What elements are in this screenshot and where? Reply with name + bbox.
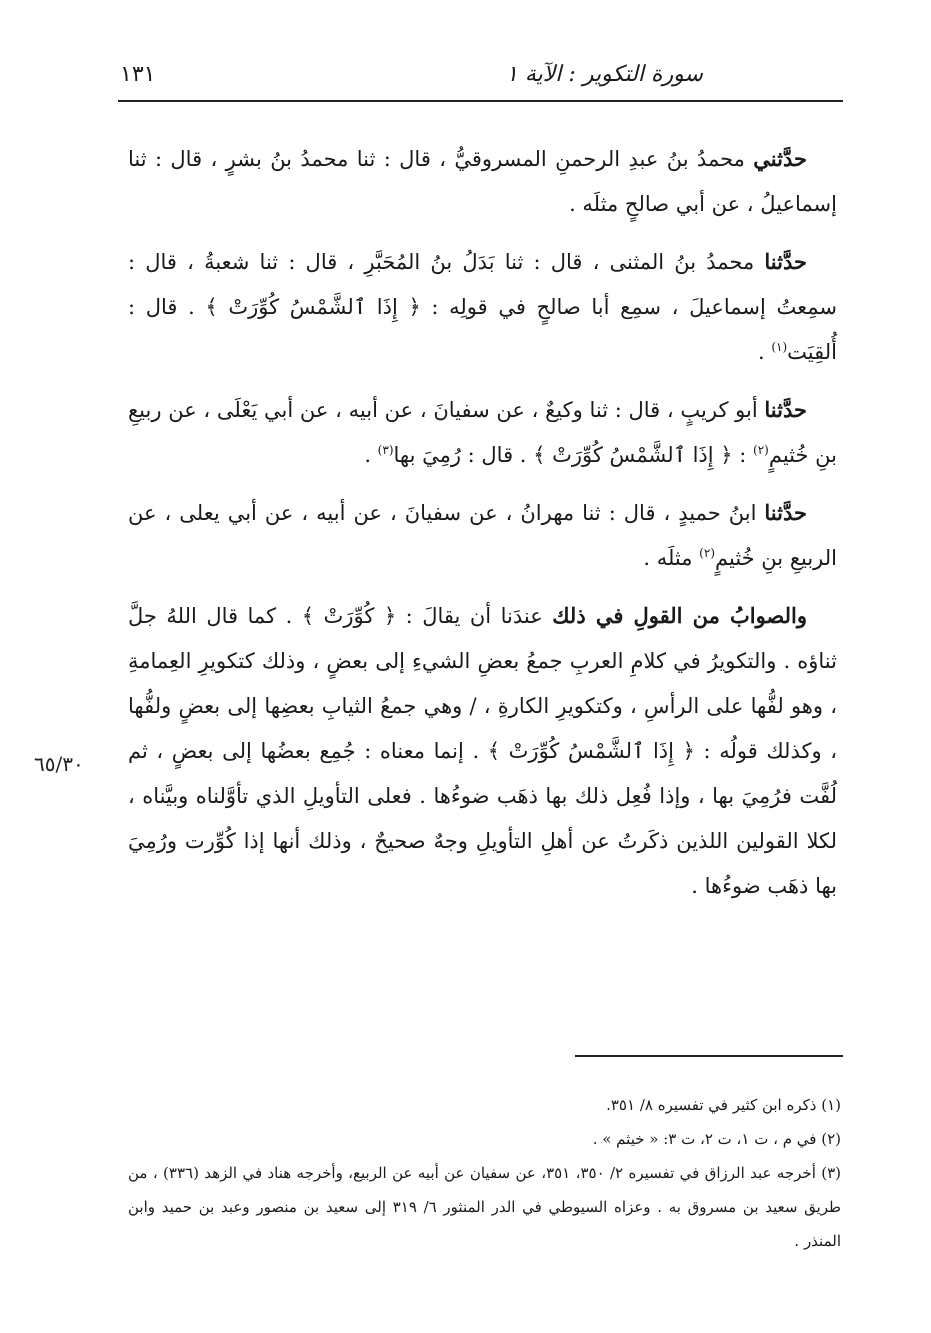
quran-quote: ﴿ إِذَا ٱلشَّمْسُ كُوِّرَتْ ﴾	[487, 739, 695, 763]
page-header	[120, 62, 843, 92]
paragraph-lead: والصوابُ من القولِ في ذلك	[552, 603, 808, 628]
paragraph-end: .	[757, 340, 772, 364]
footnote-rule	[575, 1055, 843, 1057]
main-text	[128, 136, 837, 909]
paragraph-lead: حدَّثنا	[764, 249, 807, 274]
footnote-2: (٢) في م ، ت ١، ت ٢، ت ٣: « خيثم » .	[592, 1130, 841, 1148]
paragraph-5	[128, 593, 837, 909]
paragraph-text: ابنُ حميدٍ ، قال : ثنا مهرانُ ، عن سفيانَ ، عن أبيه ، عن أبي يعلى ، عن الربيعِ بنِ خُثيمٍ	[128, 501, 837, 570]
header-rule	[118, 100, 843, 102]
quran-quote: ﴿ إِذَا ٱلشَّمْسُ كُوِّرَتْ ﴾	[533, 443, 733, 467]
quran-quote: ﴿ إِذَا ٱلشَّمْسُ كُوِّرَتْ ﴾	[205, 295, 421, 319]
paragraph-1	[128, 136, 837, 227]
paragraph-end: مثلَه .	[643, 546, 700, 570]
footnote-1: (١) ذكره ابن كثير في تفسيره ٨/ ٣٥١.	[606, 1096, 841, 1114]
paragraph-tail: . قال : رُمِيَ بها	[393, 443, 534, 467]
footnote-ref: (١)	[771, 340, 788, 354]
footnotes	[128, 1088, 841, 1258]
paragraph-text: محمدُ بنُ المثنى ، قال : ثنا بَدَلُ بنُ المُحَبَّرِ ، قال : ثنا شعبةُ ، قال : سمِعتُ إسماعيلَ ، سمِع أبا صالحٍ في قولِه :	[128, 250, 837, 319]
footnote-ref: (٢)	[699, 546, 715, 560]
footnote-ref: (٢)	[753, 443, 769, 457]
page-number: ١٣١	[120, 62, 156, 87]
paragraph-3	[128, 387, 837, 478]
paragraph-text: أبو كريبٍ ، قال : ثنا وكيعٌ ، عن سفيانَ ، عن أبيه ، عن أبي يَعْلَى ، عن ربيعِ بنِ خُثيمٍ	[128, 398, 837, 467]
footnote-ref: (٣)	[377, 443, 394, 457]
footnote-3: (٣) أخرجه عبد الرزاق في تفسيره ٢/ ٣٥٠، ٣٥١، عن سفيان عن أبيه عن الربيع، وأخرجه هناد في الزهد (٣٣٦) ، من طريق سعيد بن مسروق به . وعزاه السيوطي في الدر المنثور ٦/ ٣١٩ إلى سعيد بن منصور وعبد بن حميد وابن المنذر .	[128, 1164, 842, 1250]
margin-reference: ٦٥/٣٠	[34, 752, 84, 776]
paragraph-mid: . كما قال اللهُ جلَّ ثناؤه . والتكويرُ في كلامِ العربِ جمعُ بعضِ الشيءِ إلى بعضٍ ، وذلك كتكويرِ العِمامةِ ، وهو لفُّها على الرأسِ ، وكتكويرِ الكارةِ ، / وهي جمعُ الثيابِ بعضِها إلى بعضٍ ولفُّها ، وكذلك قولُه :	[128, 604, 837, 763]
paragraph-text: عندَنا أن يقالَ :	[396, 604, 553, 628]
paragraph-text: محمدُ بنُ عبدِ الرحمنِ المسروقيُّ ، قال : ثنا محمدُ بنُ بشرٍ ، قال : ثنا إسماعيلُ ، عن أبي صالحٍ مثلَه .	[128, 147, 837, 216]
paragraph-lead: حدَّثني	[753, 146, 807, 171]
running-title: سورة التكوير : الآية ١	[506, 62, 703, 87]
paragraph-2	[128, 239, 837, 375]
paragraph-lead: حدَّثنا	[764, 397, 807, 422]
paragraph-lead: حدَّثنا	[764, 500, 807, 525]
paragraph-end: .	[364, 443, 378, 467]
paragraph-mid: :	[732, 443, 754, 467]
paragraph-tail: . قال : أُلقِيَت	[128, 295, 837, 364]
paragraph-4	[128, 490, 837, 581]
paragraph-end: . إنما معناه : جُمِع بعضُها إلى بعضٍ ، ثم لُفَّت فرُمِيَ بها ، وإذا فُعِل ذلك بها ذهَب ضوءُها . فعلى التأويلِ الذي تأوَّلناه وبيَّناه ، لكلا القولين اللذين ذكَرتُ عن أهلِ التأويلِ وجهٌ صحيحٌ ، وذلك أنها إذا كُوِّرت ورُمِيَ بها ذهَب ضوءُها .	[128, 739, 837, 898]
quran-quote: ﴿ كُوِّرَتْ ﴾	[301, 604, 397, 628]
